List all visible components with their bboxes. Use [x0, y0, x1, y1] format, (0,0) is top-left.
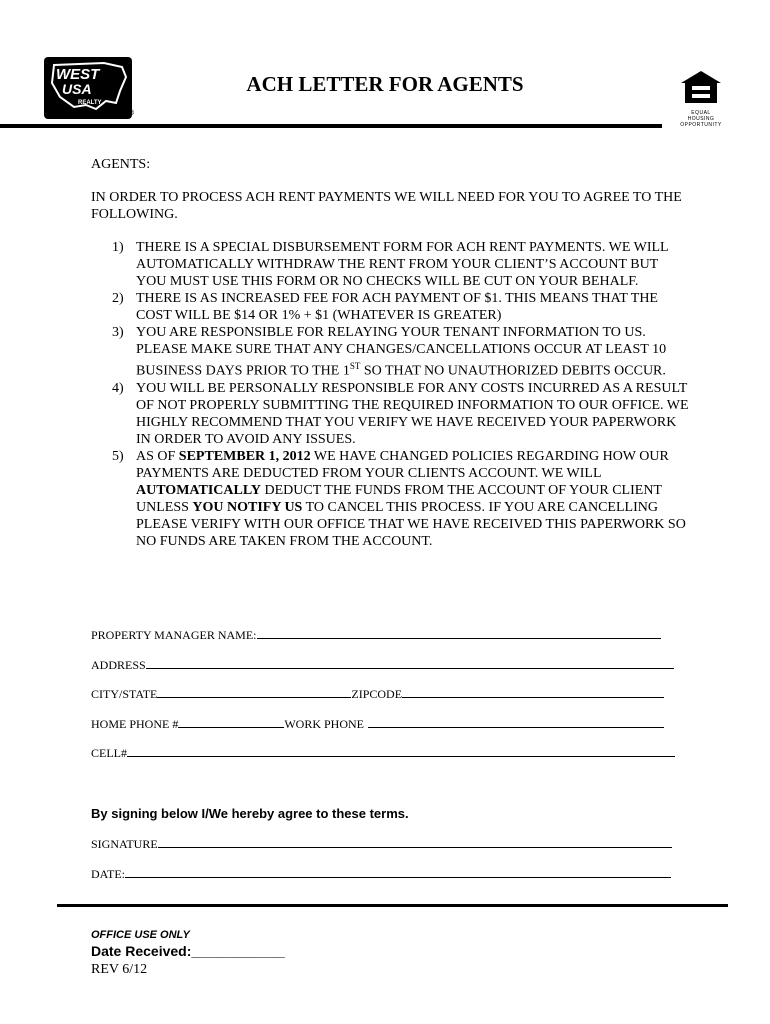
phone-field — [91, 716, 664, 732]
office-use-label: OFFICE USE ONLY — [91, 929, 190, 941]
cell-input[interactable] — [127, 745, 675, 757]
signature-label: SIGNATURE — [91, 837, 158, 851]
logo-text-usa: USA — [62, 81, 92, 97]
terms-list — [91, 239, 691, 550]
item-number: 1) — [112, 240, 124, 255]
item-text: YOU WILL BE PERSONALLY RESPONSIBLE FOR ANY COSTS INCURRED AS A RESULT OF NOT PROPERLY SUBMITTING THE REQUIRED INFORMATION TO OUR OFFICE. WE HIGHLY RECOMMEND THAT YOU VERIFY WE HAVE RECEIVED YOUR PAPERWORK IN ORDER TO AVOID ANY ISSUES. — [136, 380, 689, 447]
item-bold-date: SEPTEMBER 1, 2012 — [178, 448, 311, 464]
city-zip-field — [91, 686, 664, 702]
revision-label: REV 6/12 — [91, 962, 148, 977]
logo-text-realty: REALTY — [78, 100, 102, 106]
address-field — [91, 657, 674, 673]
header-divider — [0, 124, 662, 128]
item-bold-automatically: AUTOMATICALLY — [136, 482, 261, 498]
date-input[interactable] — [125, 866, 671, 878]
superscript-st: ST — [349, 361, 361, 371]
item-number: 2) — [112, 291, 124, 306]
list-item — [91, 324, 691, 380]
footer-divider — [57, 904, 728, 907]
equal-housing-icon — [678, 70, 724, 104]
date-label: DATE: — [91, 867, 125, 881]
city-state-input[interactable] — [157, 686, 351, 698]
property-manager-field — [91, 627, 661, 643]
item-text: WE HAVE CHANGED POLICIES REGARDING HOW OUR PAYMENTS ARE DEDUCTED FROM YOUR CLIENTS ACCOUNT. WE WILL — [136, 448, 669, 481]
item-text: THERE IS A SPECIAL DISBURSEMENT FORM FOR ACH RENT PAYMENTS. WE WILL AUTOMATICALLY WITHDRAW THE RENT FROM YOUR CLIENT’S ACCOUNT BUT YOU MUST USE THIS FORM OR NO CHECKS WILL BE CUT ON YOUR BEHALF. — [136, 240, 669, 289]
salutation: AGENTS: — [91, 157, 151, 172]
item-text: DEDUCT THE FUNDS FROM THE ACCOUNT OF YOUR CLIENT UNLESS — [136, 482, 662, 515]
item-text: AS OF — [136, 448, 179, 464]
signature-field — [91, 836, 672, 852]
date-received-blank[interactable]: ____________ — [191, 943, 285, 959]
work-phone-label: WORK PHONE — [284, 717, 365, 731]
item-number: 5) — [112, 448, 124, 464]
intro-paragraph: IN ORDER TO PROCESS ACH RENT PAYMENTS WE WILL NEED FOR YOU TO AGREE TO THE FOLLOWING. — [91, 190, 682, 222]
signature-input[interactable] — [158, 836, 672, 848]
logo-text-west: WEST — [56, 66, 100, 83]
work-phone-input[interactable] — [368, 716, 664, 728]
cell-field — [91, 745, 675, 761]
item-number: 3) — [112, 325, 124, 340]
date-received-label: Date Received: — [91, 943, 192, 959]
zipcode-input[interactable] — [402, 686, 664, 698]
home-phone-label: HOME PHONE # — [91, 717, 179, 731]
zipcode-label: ZIPCODE — [351, 687, 403, 701]
item-bold-notify: YOU NOTIFY US — [192, 499, 303, 515]
home-phone-input[interactable] — [178, 716, 284, 728]
city-state-label: CITY/STATE — [91, 687, 158, 701]
cell-label: CELL# — [91, 746, 127, 760]
list-item — [91, 380, 691, 448]
equal-housing-line2: OPPORTUNITY — [680, 122, 722, 128]
date-field — [91, 866, 671, 882]
date-received — [91, 943, 285, 959]
equal-housing-logo — [678, 70, 724, 128]
address-input[interactable] — [146, 657, 674, 669]
item-text: TO CANCEL THIS PROCESS. IF YOU ARE CANCELLING PLEASE VERIFY WITH OUR OFFICE THAT WE HAVE RECEIVED THIS PAPERWORK SO NO FUNDS ARE TAKEN FROM THE ACCOUNT. — [136, 499, 686, 549]
registered-mark: ® — [129, 110, 135, 117]
item-number: 4) — [112, 380, 124, 396]
property-manager-label: PROPERTY MANAGER NAME: — [91, 628, 257, 642]
item-text: YOU ARE RESPONSIBLE FOR RELAYING YOUR TENANT INFORMATION TO US. PLEASE MAKE SURE THAT ANY CHANGES/CANCELLATIONS OCCUR AT LEAST 10 BUSINESS DAYS PRIOR TO THE 1 — [136, 325, 667, 379]
property-manager-input[interactable] — [257, 627, 661, 639]
list-item — [91, 448, 691, 550]
agreement-statement: By signing below I/We hereby agree to these terms. — [91, 806, 409, 821]
equal-housing-line1: EQUAL HOUSING — [687, 110, 715, 122]
list-item — [91, 290, 691, 324]
address-label: ADDRESS — [91, 658, 146, 672]
item-text-cont: SO THAT NO UNAUTHORIZED DEBITS OCCUR. — [360, 363, 666, 379]
page-title: ACH LETTER FOR AGENTS — [246, 72, 524, 96]
list-item — [91, 239, 691, 290]
item-text: THERE IS AS INCREASED FEE FOR ACH PAYMENT OF $1. THIS MEANS THAT THE COST WILL BE $14 OR 1% + $1 (WHATEVER IS GREATER) — [136, 291, 658, 323]
